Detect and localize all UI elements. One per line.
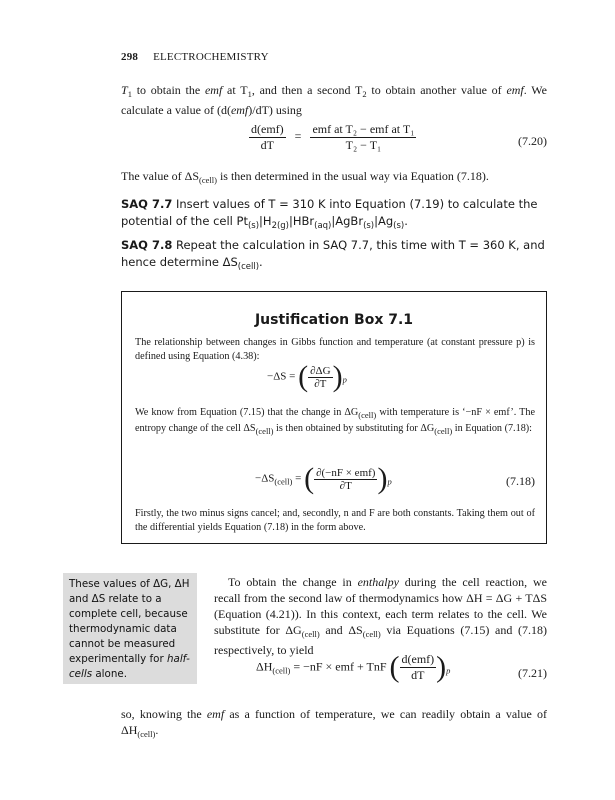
saq77-t3: |AgBr xyxy=(331,214,364,228)
eq720-number: (7.20) xyxy=(518,134,547,148)
box-p2-b: with temperature is ‘−nF × emf’. The entropy change of the cell ΔS xyxy=(135,407,535,434)
box-eq1-num: ∂ΔG xyxy=(310,364,331,377)
intro-emf-1: emf xyxy=(204,83,223,97)
justification-box xyxy=(121,291,547,544)
box-eq1-lhs: −ΔS = xyxy=(267,370,296,383)
eq720-lhs-den: dT xyxy=(249,137,286,153)
box-paragraph-3: Firstly, the two minus signs cancel; and, secondly, n and F are both constants. Taking them out of the differential yields Equation (7.18) in the form above. xyxy=(135,508,535,533)
intro-sub1: 1 xyxy=(127,89,132,99)
box-p2-c: is then obtained by substituting for ΔG xyxy=(273,423,435,434)
box-paragraph-2 xyxy=(135,406,535,438)
intro-text-4: to obtain another value of xyxy=(366,83,507,97)
intro-text-6: )/dT) using xyxy=(248,103,302,117)
box-eq2-number: (7.18) xyxy=(506,474,535,488)
eq721-mid: = −nF × emf + TnF xyxy=(290,659,387,674)
saq77-t2: |HBr xyxy=(289,214,315,228)
saq78-end: . xyxy=(259,255,263,269)
closing-sub: (cell) xyxy=(137,729,156,739)
saq77-s2: 2(g) xyxy=(271,221,289,231)
eq720-rhs xyxy=(310,122,416,153)
saq78-label: SAQ 7.8 xyxy=(121,238,173,252)
enthalpy-s2: (cell) xyxy=(362,629,381,639)
after720-a: The value of ΔS xyxy=(121,169,200,183)
eq720-lhs xyxy=(249,122,286,153)
after-720-paragraph xyxy=(121,168,547,188)
closing-emf: emf xyxy=(206,707,225,721)
box-eq2-den: ∂T xyxy=(314,479,377,492)
saq77-s3: (aq) xyxy=(314,221,332,231)
eq720-lhs-num: d(emf) xyxy=(251,122,284,136)
intro-text-2: at T xyxy=(222,83,248,97)
box-p2-d: in Equation (7.18): xyxy=(452,423,533,434)
enthalpy-e: via Equations (7.15) and (7.18) respectively, to yield xyxy=(214,623,547,657)
box-eq2-eq: = xyxy=(292,472,302,485)
box-eq1-frac xyxy=(308,365,332,390)
page-number: 298 xyxy=(121,51,139,63)
saq77-s4: (s) xyxy=(363,221,375,231)
enthalpy-word: enthalpy xyxy=(357,575,399,589)
intro-text-5: . We calculate a value of (d( xyxy=(121,83,547,117)
box-eq2-lhs-sub: (cell) xyxy=(274,476,293,487)
intro-emf-3: emf xyxy=(230,103,249,117)
closing-d: . xyxy=(155,723,159,737)
box-title: Justification Box 7.1 xyxy=(254,312,414,328)
eq721-frac xyxy=(400,652,437,683)
intro-sub3: 2 xyxy=(362,89,367,99)
closing-a: so, knowing the xyxy=(121,707,207,721)
intro-text-1: to obtain the xyxy=(131,83,205,97)
margin-note-half-cells: half-cells xyxy=(69,653,190,680)
box-equation-2: $-\Delta S_{(cell)}$ = ( $\frac{\text{∂(−nF × emf)}}{\partial T}$ )$_p$ (7.18) xyxy=(255,462,535,495)
running-title: ELECTROCHEMISTRY xyxy=(153,51,269,63)
saq77-t4: |Ag xyxy=(374,214,394,228)
box-p2-s2: (cell) xyxy=(255,426,274,436)
box-p2-a: We know from Equation (7.15) that the change in ΔG xyxy=(135,407,359,418)
eq721-sub: p xyxy=(446,665,451,676)
box-p2-s3: (cell) xyxy=(434,426,453,436)
enthalpy-paragraph xyxy=(214,574,547,658)
after720-c: is then determined in the usual way via Equation (7.18). xyxy=(216,169,489,183)
enthalpy-a: To obtain the change in xyxy=(228,575,358,589)
enthalpy-s1: (cell) xyxy=(301,629,320,639)
saq77-s5: (s) xyxy=(393,221,405,231)
intro-t: T xyxy=(121,83,128,97)
enthalpy-c: during the cell reaction, we recall from the second law of thermodynamics how ΔH = ΔG + TΔS (Equation (4.21)). In this context, each term relates to the cell. We substitute for ΔG xyxy=(214,575,547,637)
eq721-number: (7.21) xyxy=(518,666,547,680)
saq78-text: Repeat the calculation in SAQ 7.7, this time with T = 360 K, and hence determine ΔS xyxy=(121,238,545,269)
eq720-rhs-num: emf at T₂ − emf at T₁ xyxy=(312,122,415,136)
after720-sub: (cell) xyxy=(199,175,217,185)
closing-c: as a function of temperature, we can readily obtain a value of ΔH xyxy=(121,707,547,737)
saq-7-8 xyxy=(121,237,547,276)
box-eq2-sub: p xyxy=(387,476,392,487)
eq721-num: d(emf) xyxy=(401,652,435,666)
box-eq2-frac xyxy=(314,467,377,492)
saq77-s1: (s) xyxy=(247,221,260,231)
saq77-label: SAQ 7.7 xyxy=(121,197,173,211)
box-eq2-lhs: −ΔS xyxy=(255,472,275,485)
box-eq1-den: ∂T xyxy=(308,377,332,390)
margin-note-a: These values of ΔG, ΔH and ΔS relate to a complete cell, because thermodynamic data cannot be measured experimentally for xyxy=(69,578,190,665)
running-head xyxy=(121,51,269,63)
box-equation-1: −ΔS = ( $\frac{\partial\Delta G}{\partial T}$ )$_p$ xyxy=(267,360,347,393)
eq720-rhs-den: T₂ − T₁ xyxy=(310,137,416,153)
intro-paragraph xyxy=(121,82,547,118)
equation-7-20: $\frac{\text{d(emf)}}{dT}$ = $\frac{\text{emf at T₂ − emf at T₁}}{\text{T₂ − T₁}}$ (7.20) xyxy=(251,122,547,152)
enthalpy-d: and ΔS xyxy=(319,623,363,637)
eq721-lhs-sub: (cell) xyxy=(272,665,291,676)
intro-text-3: , and then a second T xyxy=(251,83,363,97)
box-p2-s1: (cell) xyxy=(358,410,377,420)
saq77-text: Insert values of T = 310 K into Equation (7.19) to calculate the potential of the cell Pt xyxy=(121,197,538,228)
eq721-den: dT xyxy=(400,667,437,683)
saq77-t5: . xyxy=(404,214,408,228)
saq-7-7 xyxy=(121,196,547,235)
margin-note-c: alone. xyxy=(92,668,127,680)
intro-sub2: 1 xyxy=(247,89,252,99)
equation-7-21: $\Delta H_{(cell)} = -nF$ × emf + TnF ( $\frac{\text{d(emf)}}{dT}$ )$_p$ (7.21) xyxy=(256,650,547,684)
eq721-lhs: ΔH xyxy=(256,659,273,674)
box-eq1-sub: p xyxy=(342,374,347,385)
intro-emf-2: emf xyxy=(506,83,524,97)
saq77-t1: |H xyxy=(259,214,272,228)
box-paragraph-1: The relationship between changes in Gibbs function and temperature (at constant pressure p) is defined using Equation (4.38): xyxy=(135,337,535,362)
box-eq2-num: ∂(−nF × emf) xyxy=(316,466,376,479)
closing-paragraph xyxy=(121,706,547,742)
saq78-sub: (cell) xyxy=(237,262,260,272)
